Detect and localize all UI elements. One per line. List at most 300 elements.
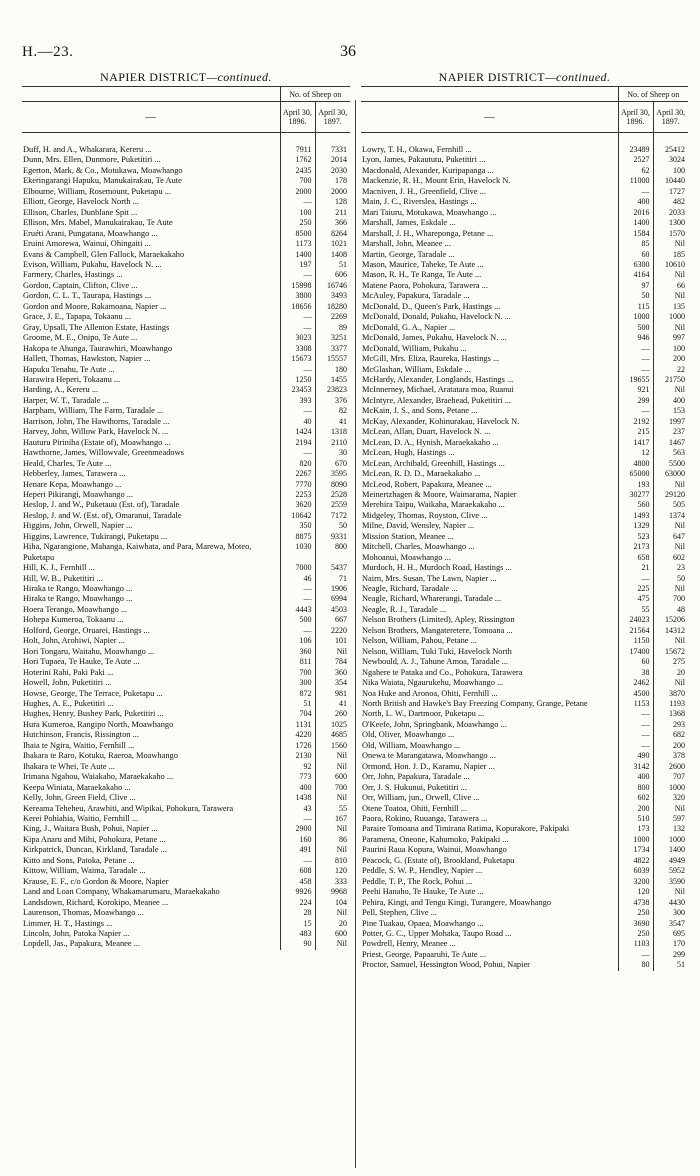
owner-cell: Main, J. C., Riverslea, Hastings ... [362,197,477,207]
sheep-1897-cell: 3870 [653,689,688,699]
sheep-1897-cell: 333 [315,877,350,887]
sheep-1896-cell: 4164 [618,270,653,280]
owner-cell: Neagle, R. J., Taradale ... [362,604,447,614]
table-row [361,270,688,280]
table-row [361,417,688,427]
owner-cell: Mission Station, Meanee ... [362,531,454,541]
table-row [361,469,688,479]
owner-cell: Peacock, G. (Estate of), Brookland, Puketapu [362,855,515,865]
sheep-1896-cell: 500 [280,615,315,625]
sheep-1897-cell: 237 [653,427,688,437]
table-row [22,365,350,375]
sheep-1897-cell: 376 [315,396,350,406]
sheep-1896-cell: 250 [280,218,315,228]
sheep-1896-cell: 21564 [618,626,653,636]
table-row [22,709,350,719]
sheep-1897-cell: 5500 [653,459,688,469]
sheep-1897-cell: 14312 [653,626,688,636]
sheep-1896-cell: — [280,626,315,636]
sheep-1896-cell: 1400 [618,218,653,228]
table-row [361,668,688,678]
sheep-1897-cell: 8264 [315,229,350,239]
sheep-1897-cell: 51 [315,260,350,270]
sheep-1897-cell: 71 [315,574,350,584]
table-row [22,689,350,699]
sheep-1896-cell: 2000 [280,187,315,197]
sheep-1896-cell: 85 [618,239,653,249]
sheep-1896-cell: 250 [618,929,653,939]
sheep-1896-cell: — [618,187,653,197]
sheep-1896-cell: 1584 [618,229,653,239]
owner-cell: Evison, William, Pukahu, Havelock N. ... [23,259,162,269]
sheep-1897-cell: Nil [315,647,350,657]
sheep-1897-cell: 695 [653,929,688,939]
table-row [22,469,350,479]
table-row [361,385,688,395]
table-row [22,866,350,876]
sheep-1896-cell: 215 [618,427,653,437]
sheep-1896-cell: 946 [618,333,653,343]
sheep-1897-cell: 2600 [653,762,688,772]
owner-cell: Hohepa Kumeroa, Tokaanu ... [23,615,124,625]
owner-cell: Milne, David, Wensley, Napier ... [362,521,475,531]
table-row [361,438,688,448]
table-row [361,250,688,260]
table-row [361,542,688,552]
owner-cell: Onewa te Marangatawa, Moawhango ... [362,751,496,761]
sheep-1896-cell: 193 [618,480,653,490]
owner-cell: Kerei Pohiahia, Waitio, Fernhill ... [23,814,139,823]
sheep-1896-cell: 1131 [280,720,315,730]
sheep-1896-cell: 18656 [280,302,315,312]
owner-cell: Higgins, John, Orwell, Napier ... [23,521,133,531]
sheep-1897-cell: 667 [315,615,350,625]
owner-cell: Macdonald, Alexander, Kuripapanga ... [362,165,494,175]
table-row [361,939,688,949]
owner-cell: Mari Taiuru, Motukawa, Moawhango ... [362,207,497,217]
table-row [361,197,688,207]
sheep-1897-cell: 9968 [315,887,350,897]
owner-cell: Hiraka te Rango, Moawhango ... [23,584,133,594]
owner-cell: Heslop, J. and W., Puketauu (Est. of), Taradale [23,500,180,510]
sheep-1896-cell: 1103 [618,939,653,949]
table-row [361,751,688,761]
sheep-1897-cell: 1400 [653,845,688,855]
table-row [361,500,688,510]
sheep-1897-cell: 82 [315,406,350,416]
sheep-1897-cell: 7172 [315,511,350,521]
sheep-1897-cell: 320 [653,793,688,803]
table-row [361,532,688,542]
table-row [361,260,688,270]
sheep-1896-cell: 92 [280,762,315,772]
table-row [22,312,350,322]
sheep-1897-cell: 682 [653,730,688,740]
owner-cell: Gordon and Moore, Rakamoana, Napier ... [23,301,167,311]
sheep-1897-cell: 8090 [315,480,350,490]
table-row [22,448,350,458]
sheep-1897-cell: 100 [653,344,688,354]
sheep-1897-cell: 2033 [653,208,688,218]
sheep-1896-cell: 491 [280,845,315,855]
owner-cell: Meinertzhagen & Moore, Waimarama, Napier [362,489,517,499]
sheep-1896-cell: 3308 [280,344,315,354]
owner-cell: McGlashan, William, Eskdale ... [362,364,471,374]
owner-cell: Kirkpatrick, Duncan, Kirkland, Taradale ... [23,845,167,855]
sheep-1897-cell: 1000 [653,312,688,322]
owner-cell: McHardy, Alexander, Longlands, Hastings ... [362,374,514,384]
sheep-1896-cell: 24023 [618,615,653,625]
table-row [22,490,350,500]
sheep-1897-cell: 1000 [653,783,688,793]
owner-cell: McLean, Archibald, Greenhill, Hastings ... [362,458,505,468]
table-row [22,511,350,521]
owner-cell: Harawira Heperi, Tokaanu ... [23,374,121,384]
owner-cell: Powdrell, Henry, Meanee ... [362,939,456,949]
owner-cell: Potter, G. C., Upper Mohaka, Taupo Road ... [362,928,512,938]
sheep-1896-cell: — [280,814,315,824]
owner-cell: McLean, Allan, Duart, Havelock N. ... [362,427,491,437]
table-row [361,145,688,155]
table-row [361,166,688,176]
owner-cell: Midgeley, Thomas, Royston, Clive ... [362,510,488,520]
sheep-1896-cell: 608 [280,866,315,876]
table-row [361,459,688,469]
table-row [22,835,350,845]
owner-cell: Hura Kumeroa, Rangipo North, Moawhango [23,719,174,729]
right-column-title: NAPIER DISTRICT—continued. [438,70,611,84]
owner-cell: Orr, J. S. Hukunui, Puketitiri ... [362,782,467,792]
sheep-1897-cell: 4503 [315,605,350,615]
owner-cell: Egerton, Mark, & Co., Motukawa, Moawhango [23,165,183,175]
name-header: — [361,102,618,133]
owner-cell: Newbould, A. J., Tahune Amoa, Taradale ... [362,657,508,667]
owner-cell: Hoera Terango, Moawhango ... [23,604,128,614]
sheep-1897-cell: 3377 [315,344,350,354]
page-number: 36 [340,43,356,60]
sheep-1896-cell: 500 [618,323,653,333]
sheep-1897-cell: Nil [653,804,688,814]
owner-cell: Hiraka te Rango, Moawhango ... [23,594,133,604]
owner-cell: Howell, John, Puketitiri ... [23,678,112,688]
sheep-1897-cell: Nil [653,323,688,333]
owner-cell: Proctor, Samuel, Hessington Wood, Pohui, Napier [362,960,530,970]
sheep-1896-cell: 4738 [618,898,653,908]
sheep-1896-cell: 400 [280,783,315,793]
sheep-1896-cell: 510 [618,814,653,824]
sheep-1897-cell: 563 [653,448,688,458]
table-row [22,250,350,260]
sheep-1896-cell: 7911 [280,145,315,155]
sheep-1896-cell: — [618,720,653,730]
table-row [22,344,350,354]
column-divider [355,100,356,1168]
owner-cell: Duff, H. and A., Whakarara, Kereru ... [23,145,152,154]
sheep-1897-cell: 2220 [315,626,350,636]
sheep-1896-cell: 658 [618,553,653,563]
sheep-1896-cell: 200 [618,804,653,814]
sheep-1896-cell: 872 [280,689,315,699]
sheep-1896-cell: — [618,730,653,740]
sheep-1897-cell: 2559 [315,500,350,510]
sheep-1897-cell: 670 [315,459,350,469]
sheep-1896-cell: 360 [280,647,315,657]
sheep-1896-cell: 3620 [280,500,315,510]
table-row [22,396,350,406]
sheep-1897-cell: 482 [653,197,688,207]
table-row [22,908,350,918]
table-row [22,500,350,510]
table-row [361,396,688,406]
table-row [361,699,688,709]
sheep-1896-cell: 560 [618,500,653,510]
sheep-1896-cell: 7000 [280,563,315,573]
sheep-1896-cell: 475 [618,594,653,604]
table-row [22,615,350,625]
owner-cell: Hapuku Tenahu, Te Aute ... [23,364,115,374]
sheep-1896-cell: — [280,323,315,333]
sheep-header: No. of Sheep on [618,87,688,102]
sheep-1897-cell: 41 [315,417,350,427]
sheep-1896-cell: 12 [618,448,653,458]
owner-cell: Murdoch, H. H., Murdoch Road, Hastings ... [362,563,512,573]
table-row [22,939,350,949]
owner-cell: Krause, E. F., c/o Gordon & Moore, Napier [23,876,169,886]
sheep-1896-cell: 1250 [280,375,315,385]
sheep-1896-cell: — [280,197,315,207]
sheep-1896-cell: 2267 [280,469,315,479]
table-row [22,845,350,855]
sheep-1896-cell: 1493 [618,511,653,521]
sheep-1896-cell: 1726 [280,741,315,751]
table-row [22,783,350,793]
table-row [22,239,350,249]
sheep-1897-cell: 101 [315,636,350,646]
sheep-1897-cell: 25412 [653,145,688,155]
owner-cell: Ekeringarangi Hapuku, Manukairakau, Te Aute [23,176,182,186]
sheep-1897-cell: 3547 [653,919,688,929]
sheep-1896-cell: — [618,950,653,960]
sheep-1896-cell: 100 [280,208,315,218]
table-row [361,730,688,740]
sheep-1896-cell: 1400 [280,250,315,260]
table-row [361,856,688,866]
sheep-1897-cell: 1727 [653,187,688,197]
owner-cell: Nairn, Mrs. Susan, The Lawn, Napier ... [362,573,497,583]
owner-cell: McDonald, James, Pukahu, Havelock N. ... [362,333,507,343]
sheep-1897-cell: 2030 [315,166,350,176]
sheep-1897-cell: 16746 [315,281,350,291]
sheep-1896-cell: 19655 [618,375,653,385]
owner-cell: Evans & Campbell, Glen Fallock, Maraekakaho [23,249,185,259]
sheep-1897-cell: 51 [653,960,688,970]
sheep-1897-cell: 505 [653,500,688,510]
sheep-1896-cell: 2527 [618,155,653,165]
sheep-1897-cell: 300 [653,908,688,918]
sheep-1897-cell: 50 [653,574,688,584]
owner-cell: Paramena, Oneone, Kahumoko, Pakipaki ... [362,834,509,844]
sheep-1896-cell: 197 [280,260,315,270]
sheep-1897-cell: 89 [315,323,350,333]
table-row [361,762,688,772]
table-row [22,772,350,782]
sheep-1897-cell: 606 [315,270,350,280]
table-row [361,709,688,719]
owner-cell: Hebberley, James, Tarawera ... [23,469,126,479]
sheep-1897-cell: 1467 [653,438,688,448]
table-row [361,365,688,375]
owner-cell: McDonald, D., Queen's Park, Hastings ... [362,301,501,311]
sheep-1897-cell: 23823 [315,385,350,395]
sheep-1897-cell: 170 [653,939,688,949]
sheep-1897-cell: 86 [315,835,350,845]
sheep-1896-cell: 3023 [280,333,315,343]
sheep-1897-cell: 275 [653,657,688,667]
owner-cell: Neagle, Richard, Wharerangi, Taradale ... [362,594,502,604]
sheep-1896-cell: 46 [280,574,315,584]
table-row [22,270,350,280]
owner-cell: Hutchinson, Francis, Rissington ... [23,730,139,740]
sheep-1897-cell: 10440 [653,176,688,186]
sheep-1896-cell: 7770 [280,480,315,490]
owner-cell: Pine Tuakau, Opaea, Moawhango ... [362,918,484,928]
owner-cell: Farmery, Charles, Hastings ... [23,270,123,280]
sheep-1896-cell: 224 [280,898,315,908]
table-row [22,720,350,730]
owner-cell: McGill, Mrs. Eliza, Raureka, Hastings ... [362,354,500,364]
table-row [361,845,688,855]
table-row [361,333,688,343]
owner-cell: McKay, Alexander, Kohinurakau, Havelock N. [362,416,520,426]
table-row [361,594,688,604]
table-row [361,229,688,239]
table-row [361,553,688,563]
report-reference: H.—23. [22,44,74,60]
sheep-1897-cell: Nil [653,584,688,594]
owner-cell: Hughes, Henry, Bushey Park, Puketitiri ... [23,709,164,719]
sheep-1896-cell: — [618,709,653,719]
sheep-1897-cell: 22 [653,365,688,375]
right-sheep-table [361,86,688,971]
sheep-1897-cell: 1300 [653,218,688,228]
sheep-1897-cell: 200 [653,354,688,364]
table-row [361,626,688,636]
sheep-1897-cell: 7331 [315,145,350,155]
sheep-1896-cell: 9926 [280,887,315,897]
table-row [361,824,688,834]
table-row [22,898,350,908]
owner-cell: Mitchell, Charles, Moawhango ... [362,542,475,552]
sheep-1896-cell: 2253 [280,490,315,500]
sheep-1896-cell: 120 [618,887,653,897]
owner-cell: King, J., Waitara Bush, Pohui, Napier ... [23,824,158,834]
sheep-1896-cell: — [280,584,315,594]
col-1896-header: April 30, 1896. [280,102,315,133]
sheep-1896-cell: 15673 [280,354,315,364]
sheep-1897-cell: 2014 [315,155,350,165]
sheep-1897-cell: 810 [315,856,350,866]
sheep-1897-cell: 1025 [315,720,350,730]
table-row [361,950,688,960]
sheep-1897-cell: 1560 [315,741,350,751]
sheep-1896-cell: 602 [618,793,653,803]
sheep-1897-cell: 597 [653,814,688,824]
sheep-1896-cell: — [280,406,315,416]
sheep-1897-cell: 2110 [315,438,350,448]
sheep-1896-cell: 2900 [280,824,315,834]
owner-cell: Kelly, John, Green Field, Clive ... [23,793,136,803]
owner-cell: Hughes, A. E., Puketitiri ... [23,699,114,709]
table-row [22,887,350,897]
sheep-1896-cell: 50 [618,291,653,301]
table-row [22,145,350,155]
sheep-1897-cell: 120 [315,866,350,876]
left-sheep-table [22,86,350,950]
owner-cell: Pehira, Kingi, and Tengu Kingi, Turangere, Moawhango [362,897,552,907]
sheep-1896-cell: 800 [618,783,653,793]
sheep-1897-cell: 3024 [653,155,688,165]
owner-cell: Hoterini Rahi, Paki Paki ... [23,667,114,677]
sheep-1897-cell: 707 [653,772,688,782]
owner-cell: Kittow, William, Waima, Taradale ... [23,866,146,876]
table-row [22,542,350,563]
sheep-1896-cell: 40 [280,417,315,427]
sheep-1896-cell: 1417 [618,438,653,448]
sheep-1896-cell: 8875 [280,532,315,542]
sheep-1897-cell: Nil [653,480,688,490]
table-row [22,187,350,197]
owner-cell: Orr, William, jun., Orwell, Clive ... [362,793,480,803]
table-row [361,323,688,333]
sheep-1897-cell: Nil [315,762,350,772]
owner-cell: North British and Hawke's Bay Freezing Company, Grange, Petane [362,699,588,709]
table-row [22,678,350,688]
table-row [22,459,350,469]
sheep-1897-cell: 29120 [653,490,688,500]
owner-cell: Ormond, Hon. J. D., Karamu, Napier ... [362,761,495,771]
sheep-1896-cell: 400 [618,772,653,782]
sheep-1896-cell: 173 [618,824,653,834]
table-row [361,605,688,615]
owner-cell: Elbourne, William, Rosemount, Puketapu ... [23,186,171,196]
table-row [361,720,688,730]
table-row [361,281,688,291]
owner-cell: Marshall, John, Meanee ... [362,239,451,249]
sheep-1896-cell: 4800 [618,459,653,469]
sheep-1897-cell: 700 [653,594,688,604]
table-row [22,197,350,207]
owner-cell: Ellison, Charles, Dunblane Spit ... [23,207,138,217]
owner-cell: Harvey, John, Willow Park, Havelock N. ... [23,427,169,437]
sheep-1896-cell: 97 [618,281,653,291]
sheep-1897-cell: 63000 [653,469,688,479]
sheep-1896-cell: — [280,365,315,375]
sheep-1897-cell: 200 [653,741,688,751]
right-column [361,70,688,971]
sheep-1897-cell: Nil [653,270,688,280]
table-row [361,741,688,751]
sheep-1897-cell: 48 [653,605,688,615]
owner-cell: Hakopa te Ahunga, Taurawhiri, Moawhango [23,343,173,353]
owner-cell: Gordon, Captain, Clifton, Clive ... [23,280,138,290]
sheep-1896-cell: — [618,741,653,751]
sheep-1897-cell: Nil [653,542,688,552]
sheep-1896-cell: 921 [618,385,653,395]
table-row [22,647,350,657]
owner-cell: Howse, George, The Terrace, Puketapu ... [23,688,163,698]
owner-cell: Harper, W. T., Taradale ... [23,395,109,405]
owner-cell: Neagle, Richard, Taradale ... [362,584,458,594]
